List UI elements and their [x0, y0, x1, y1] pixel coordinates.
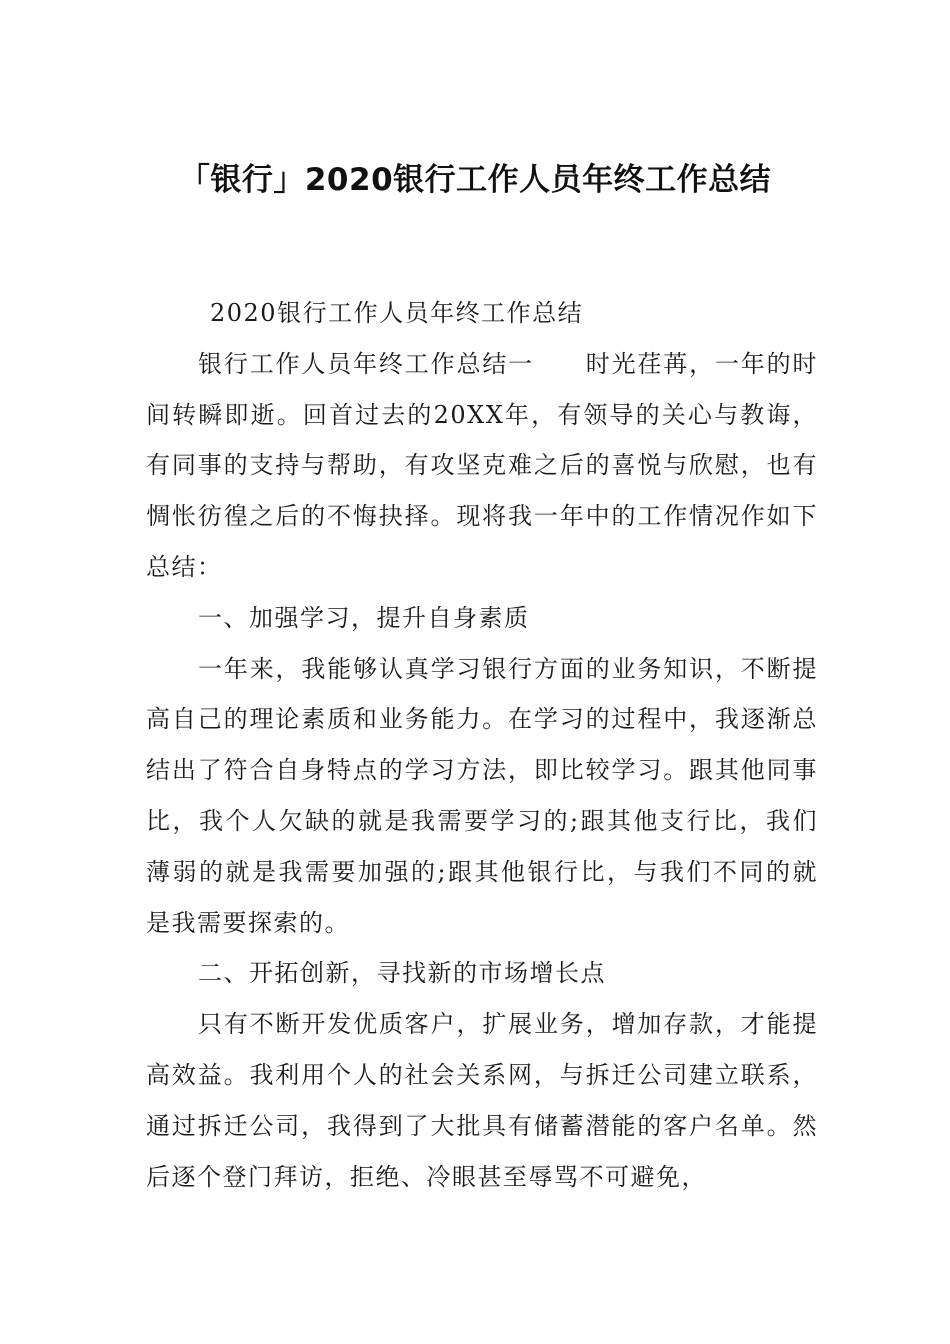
- section-heading-2: 二、开拓创新，寻找新的市场增长点: [198, 959, 606, 988]
- paragraph-section-2: 只有不断开发优质客户，扩展业务，增加存款，才能提高效益。我利用个人的社会关系网，与拆迁公司建立联系，通过拆迁公司，我得到了大批具有储蓄潜能的客户名单。然后逐个登门拜访，拒绝、冷眼甚至辱骂不可避免，: [146, 1010, 818, 1191]
- paragraph-intro: 银行工作人员年终工作总结一 时光荏苒，一年的时间转瞬即逝。回首过去的20XX年，有领导的关心与教诲，有同事的支持与帮助，有攻坚克难之后的喜悦与欣慰，也有惆怅彷徨之后的不悔抉择。现将我一年中的工作情况作如下总结：: [146, 349, 818, 581]
- document-subtitle: 2020银行工作人员年终工作总结: [210, 299, 584, 327]
- document-body: [146, 288, 818, 1202]
- section-heading-1: 一、加强学习，提升自身素质: [198, 603, 530, 632]
- document-title: 「银行」2020银行工作人员年终工作总结: [178, 162, 772, 198]
- paragraph-section-1: 一年来，我能够认真学习银行方面的业务知识，不断提高自己的理论素质和业务能力。在学习的过程中，我逐渐总结出了符合自身特点的学习方法，即比较学习。跟其他同事比，我个人欠缺的就是我需要学习的;跟其他支行比，我们薄弱的就是我需要加强的;跟其他银行比，与我们不同的就是我需要探索的。: [146, 654, 818, 937]
